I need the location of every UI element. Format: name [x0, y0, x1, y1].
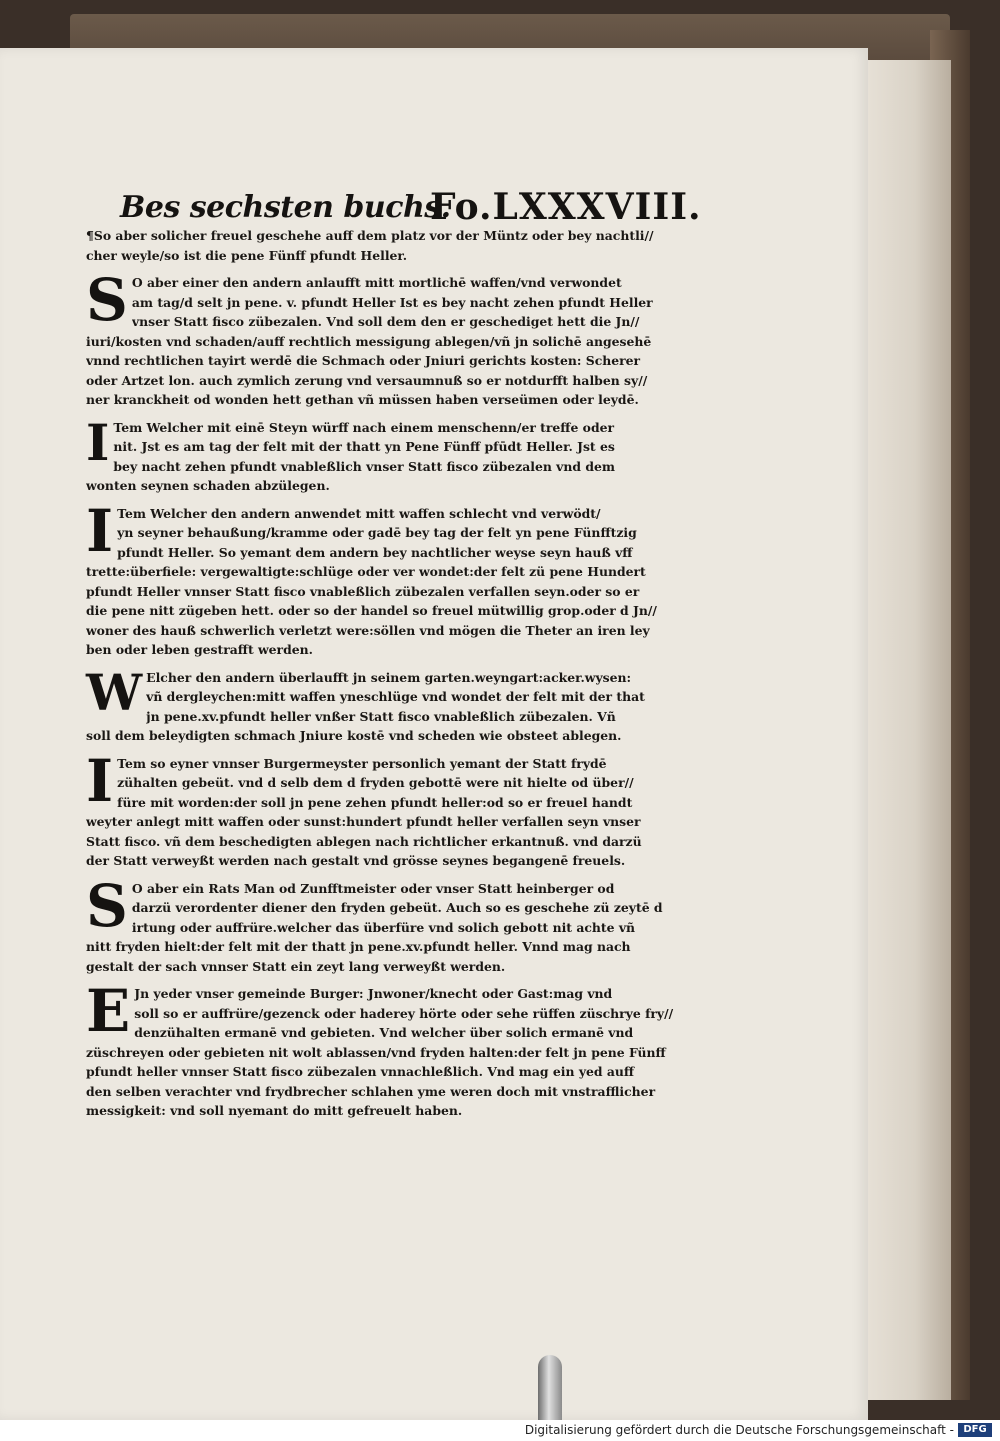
- paragraph: [86, 266, 712, 410]
- text-line: denzühalten ermanē vnd gebieten. Vnd welcher über solich ermanē vnd: [134, 1025, 634, 1040]
- text-line: cher weyle/so ist die pene Fünff pfundt Heller.: [86, 247, 408, 263]
- text-line: Tem Welcher mit einē Steyn würff nach einem menschenn/er treffe oder: [113, 419, 615, 435]
- drop-cap-initial: I: [86, 496, 114, 565]
- drop-cap-initial: W: [86, 662, 143, 722]
- text-line: iuri/kosten vnd schaden/auff rechtlich messigung ablegen/vñ jn solichē angesehē: [86, 333, 652, 349]
- paragraph: [86, 662, 712, 746]
- text-line: pfundt Heller vnnser Statt fisco vnableßlich zübezalen verfallen seyn.oder so er: [86, 583, 640, 599]
- text-line: pfundt heller vnnser Statt fisco zübezalen vnnachleßlich. Vnd mag ein yed auff: [86, 1064, 635, 1079]
- text-line: weyter anlegt mitt waffen oder sunst:hundert pfundt heller verfallen seyn vnser: [86, 814, 641, 829]
- paragraph: [86, 226, 712, 265]
- footer-bar: [0, 1420, 1000, 1441]
- text-line: vnnd rechtlichen tayirt werdē die Schmach oder Jniuri gerichts kosten: Scherer: [86, 353, 641, 368]
- page-stack-edge: [860, 60, 951, 1400]
- text-line: vñ dergleychen:mitt waffen yneschlüge vnd wondet der felt mit der that: [146, 689, 645, 704]
- text-line: nit. Jst es am tag der felt mit der thatt yn Pene Fünff pfūdt Heller. Jst es: [113, 439, 615, 454]
- text-line: messigkeit: vnd soll nyemant do mitt gefreuelt haben.: [86, 1103, 463, 1118]
- text-line: woner des hauß schwerlich verletzt were:söllen vnd mögen die Theter an iren ley: [86, 622, 650, 638]
- text-line: zühalten gebeüt. vnd d selb dem d fryden gebottē were nit hielte od über//: [117, 775, 634, 790]
- text-line: trette:überfiele: vergewaltigte:schlüge oder ver wondet:der felt zü pene Hundert: [86, 564, 646, 579]
- paragraph: [86, 746, 712, 871]
- paragraph: [86, 496, 712, 660]
- drop-cap-initial: I: [86, 412, 110, 472]
- text-line: oder Artzet lon. auch zymlich zerung vnd versaumnuß so er notdurfft halben sy//: [86, 372, 648, 388]
- text-line: O aber einer den andern anlaufft mitt mortlichē waffen/vnd verwondet: [131, 275, 622, 290]
- text-line: züschreyen oder gebieten nit wolt ablassen/vnd fryden halten:der felt jn pene Fünff: [86, 1044, 666, 1060]
- text-line: ¶So aber solicher freuel geschehe auff dem platz vor der Müntz oder bey nachtli//: [86, 228, 654, 243]
- text-line: O aber ein Rats Man od Zunfftmeister oder vnser Statt heinberger od: [131, 880, 615, 896]
- text-line: gestalt der sach vnnser Statt ein zeyt lang verweyßt werden.: [86, 958, 506, 974]
- text-line: wonten seynen schaden abzülegen.: [86, 478, 330, 493]
- funding-notice: Digitalisierung gefördert durch die Deutsche Forschungsgemeinschaft -: [524, 1423, 954, 1437]
- text-line: ner kranckheit od wonden hett gethan vñ müssen haben verseümen oder leydē.: [86, 392, 639, 407]
- text-line: Elcher den andern überlaufft jn seinem garten.weyngart:acker.wysen:: [146, 669, 632, 685]
- text-line: yn seyner behaußung/kramme oder gadē bey tag der felt yn pene Fünfftzig: [117, 525, 637, 540]
- paragraph: [86, 977, 712, 1121]
- text-line: Tem so eyner vnnser Burgermeyster personlich yemant der Statt frydē: [117, 755, 607, 771]
- text-line: irtung oder auffrüre.welcher das überfüre vnd solich gebott nit achte vñ: [131, 919, 636, 935]
- text-line: pfundt Heller. So yemant dem andern bey nachtlicher weyse seyn hauß vff: [117, 544, 633, 560]
- text-line: darzü verordenter diener den fryden gebeüt. Auch so es geschehe zü zeytē d: [131, 900, 663, 915]
- page-body: [86, 226, 712, 1129]
- text-line: füre mit worden:der soll jn pene zehen pfundt heller:od so er freuel handt: [117, 794, 633, 810]
- text-line: den selben verachter vnd frydbrecher schlahen yme weren doch mit vnstrafflicher: [86, 1083, 656, 1099]
- text-line: jn pene.xv.pfundt heller vnßer Statt fisco vnableßlich zübezalen. Vñ: [146, 708, 616, 724]
- running-title: Bes sechsten buchs.: [120, 190, 451, 225]
- drop-cap-initial: I: [86, 746, 114, 815]
- text-line: am tag/d selt jn pene. v. pfundt Heller Ist es bey nacht zehen pfundt Heller: [131, 294, 653, 310]
- text-line: ben oder leben gestrafft werden.: [86, 642, 313, 657]
- drop-cap-initial: E: [86, 977, 131, 1045]
- text-line: die pene nitt zügeben hett. oder so der handel so freuel mütwillig grop.oder d Jn//: [86, 603, 657, 618]
- text-line: soll so er auffrüre/gezenck oder haderey hörte oder sehe rüffen züschrye fry//: [134, 1005, 674, 1021]
- drop-cap-initial: S: [86, 266, 128, 334]
- text-line: soll dem beleydigten schmach Jniure kostē vnd scheden wie obsteet ablegen.: [86, 728, 622, 743]
- text-line: Statt fisco. vñ dem beschedigten ablegen nach richtlicher erkantnuß. vnd darzü: [86, 833, 642, 849]
- paragraph: [86, 871, 712, 977]
- folio-number: Fo.LXXXVIII.: [430, 186, 702, 228]
- text-line: der Statt verweyßt werden nach gestalt vnd grösse seynes begangenē freuels.: [86, 853, 626, 868]
- drop-cap-initial: S: [86, 871, 128, 940]
- page-weight: [538, 1355, 562, 1425]
- text-line: vnser Statt fisco zübezalen. Vnd soll dem den er geschediget hett die Jn//: [131, 314, 640, 329]
- text-line: Jn yeder vnser gemeinde Burger: Jnwoner/knecht oder Gast:mag vnd: [134, 986, 613, 1001]
- text-line: bey nacht zehen pfundt vnableßlich vnser Statt fisco zübezalen vnd dem: [113, 458, 615, 474]
- text-line: nitt fryden hielt:der felt mit der thatt jn pene.xv.pfundt heller. Vnnd mag nach: [86, 939, 631, 954]
- dfg-logo: DFG: [958, 1423, 992, 1437]
- paragraph: [86, 412, 712, 496]
- page-header: [120, 182, 702, 232]
- text-line: Tem Welcher den andern anwendet mitt waffen schlecht vnd verwödt/: [117, 505, 601, 521]
